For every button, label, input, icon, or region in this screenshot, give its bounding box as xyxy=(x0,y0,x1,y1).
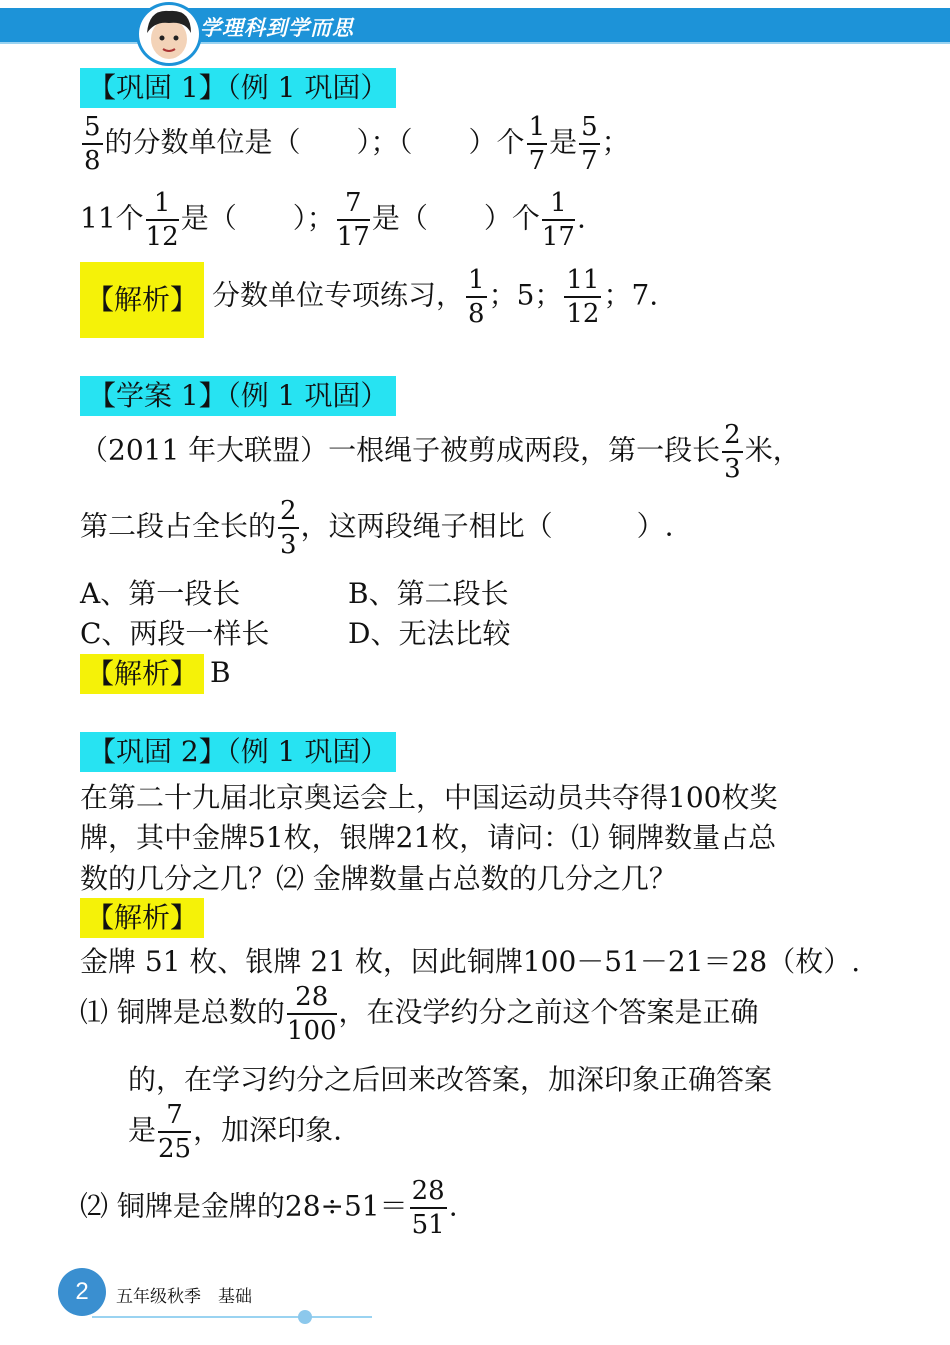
section3-part2: ⑵ 铜牌是金牌的28÷51＝ $\frac{28}{51}$ . xyxy=(80,1176,458,1240)
option-c: C、两段一样长 xyxy=(80,617,270,650)
section3-answer-tag: 【解析】 xyxy=(80,898,204,938)
option-a: A、第一段长 xyxy=(80,577,241,610)
section3-part1-line2: 的，在学习约分之后回来改答案，加深印象正确答案 xyxy=(128,1063,773,1096)
fraction: $\frac{2}{3}$ xyxy=(280,496,297,560)
fraction: $\frac{7}{17}$ xyxy=(336,188,370,252)
fraction: $\frac{11}{12}$ xyxy=(566,265,600,329)
fraction: $\frac{1}{17}$ xyxy=(541,188,575,252)
section3-part1: ⑴ 铜牌是总数的 $\frac{28}{100}$ ，在没学约分之前这个答案是正确 xyxy=(80,982,759,1046)
option-d: D、无法比较 xyxy=(348,617,511,650)
fraction: $\frac{1}{7}$ xyxy=(528,112,546,176)
section1-answer-tag: 【解析】 xyxy=(80,262,204,338)
page-header xyxy=(0,0,950,58)
section2-tag: 【学案 1】（例 1 巩固） xyxy=(80,376,396,416)
fraction: $\frac{28}{51}$ xyxy=(411,1176,445,1240)
fraction: $\frac{2}{3}$ xyxy=(724,420,741,484)
section1-line1: $\frac{5}{8}$ 的分数单位是（ ）；（ ）个 $\frac{1}{7}$ 是 $\frac{5}{7}$ ； xyxy=(84,112,630,176)
fraction: $\frac{7}{25}$ xyxy=(158,1100,192,1164)
section3-answer-line1: 金牌 51 枚、银牌 21 枚，因此铜牌100－51－21＝28（枚）. xyxy=(80,945,861,978)
page-number: 2 xyxy=(58,1268,106,1316)
section1-answer: 分数单位专项练习， $\frac{1}{8}$ ；5； $\frac{11}{12}$ ；7. xyxy=(212,265,659,329)
section3-question-line1: 在第二十九届北京奥运会上，中国运动员共夺得100枚奖 xyxy=(80,781,778,814)
mascot-avatar-icon xyxy=(136,2,202,66)
section3-question-line2: 牌，其中金牌51枚，银牌21枚，请问：⑴ 铜牌数量占总 xyxy=(80,821,777,854)
option-b: B、第二段长 xyxy=(348,577,509,610)
section2-question-line2: 第二段占全长的 $\frac{2}{3}$ ，这两段绳子相比（ ）. xyxy=(80,496,674,560)
fraction: $\frac{1}{8}$ xyxy=(468,265,485,329)
fraction: $\frac{5}{7}$ xyxy=(581,112,598,176)
section2-answer-tag: 【解析】 xyxy=(80,654,204,694)
section3-tag: 【巩固 2】（例 1 巩固） xyxy=(80,732,396,772)
section2-question-line1: （2011 年大联盟）一根绳子被剪成两段，第一段长 $\frac{2}{3}$ 米， xyxy=(80,420,801,484)
section1-line2: 11个 $\frac{1}{12}$ 是（ ）； $\frac{7}{17}$ 是（ ）个 $\frac{1}{17}$ . xyxy=(80,188,586,252)
section2-answer: B xyxy=(210,656,231,689)
footer-rule xyxy=(92,1316,372,1318)
fraction: $\frac{5}{8}$ xyxy=(84,112,101,176)
section1-tag: 【巩固 1】（例 1 巩固） xyxy=(80,68,396,108)
fraction: $\frac{1}{12}$ xyxy=(145,188,179,252)
fraction: $\frac{28}{100}$ xyxy=(286,982,337,1046)
header-title: 学理科到学而思 xyxy=(200,16,354,40)
footer-dot-icon xyxy=(298,1310,312,1324)
section3-part1-line3: 是 $\frac{7}{25}$ ，加深印象. xyxy=(128,1100,343,1164)
footer-text: 五年级秋季 基础 xyxy=(116,1287,252,1307)
section3-question-line3: 数的几分之几？⑵ 金牌数量占总数的几分之几？ xyxy=(80,862,677,895)
